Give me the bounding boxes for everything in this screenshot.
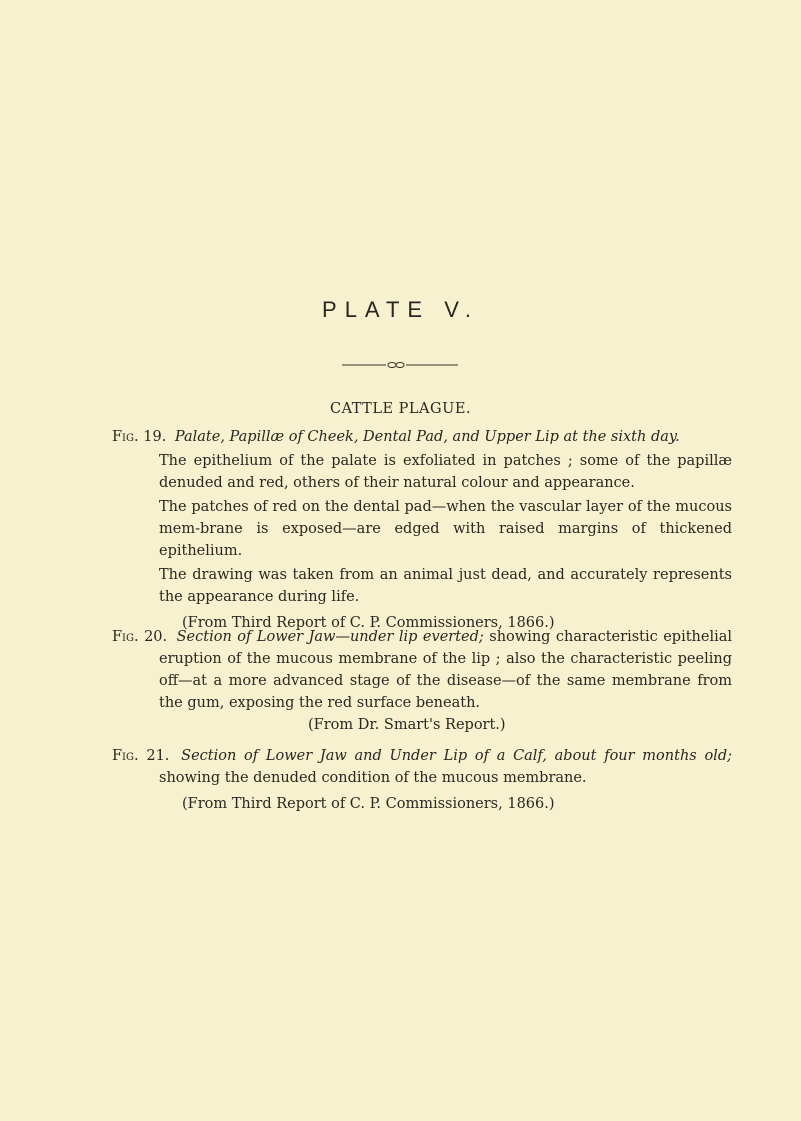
figure-21-caption: Section of Lower Jaw and Under Lip of a Calf, about four months old; bbox=[181, 748, 732, 764]
figure-20-source: (From Dr. Smart's Report.) bbox=[308, 717, 506, 733]
figure-20-text: showing characteristic epithelial eruption of the mucous membrane of the lip ; also the characteristic peeling off—at a more advanced stage of the disease—of the same membrane from the gum, exposing the red surface beneath. bbox=[159, 629, 733, 711]
figure-19-label: Fig. 19. bbox=[112, 429, 167, 445]
figure-21-heading bbox=[112, 745, 732, 789]
section-title: CATTLE PLAGUE. bbox=[329, 401, 472, 417]
figure-19-block bbox=[112, 426, 732, 634]
figure-20-caption: Section of Lower Jaw—under lip everted; bbox=[176, 629, 484, 645]
figure-21-label: Fig. 21. bbox=[112, 748, 170, 764]
figure-19-paragraph-2: The patches of red on the dental pad—when the vascular layer of the mucous mem-brane is exposed—are edged with raised margins of thickened epithelium. bbox=[159, 499, 732, 559]
ornament-divider bbox=[342, 360, 458, 370]
figure-21-block bbox=[112, 745, 732, 815]
figure-19-heading bbox=[112, 426, 732, 448]
figure-19-caption: Palate, Papillæ of Cheek, Dental Pad, and Upper Lip at the sixth day. bbox=[174, 429, 680, 445]
figure-20-label: Fig. 20. bbox=[112, 629, 168, 645]
figure-21-text: showing the denuded condition of the mucous membrane. bbox=[159, 770, 587, 786]
plate-title: PLATE V. bbox=[322, 297, 479, 322]
figure-20-block bbox=[112, 626, 732, 736]
figure-20-heading bbox=[112, 626, 733, 714]
figure-21-source: (From Third Report of C. P. Commissioners, 1866.) bbox=[182, 796, 555, 812]
figure-19-paragraph-1: The epithelium of the palate is exfoliated in patches ; some of the papillæ denuded and red, others of their natural colour and appearance. bbox=[159, 453, 732, 491]
figure-19-source: (From Third Report of C. P. Commissioners, 1866.) bbox=[182, 615, 555, 631]
figure-19-paragraph-3: The drawing was taken from an animal just dead, and accurately represents the appearance during life. bbox=[159, 567, 732, 605]
